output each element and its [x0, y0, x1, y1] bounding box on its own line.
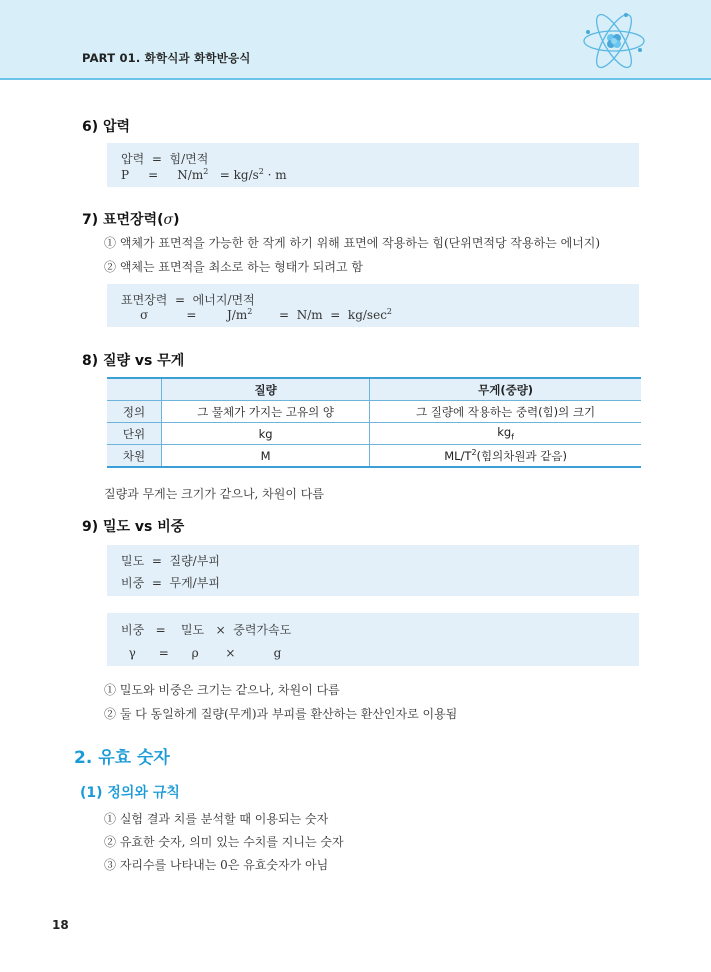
section-2-heading: 2. 유효 숫자 [74, 748, 170, 768]
table-row [107, 423, 641, 445]
row-label: 정의 [107, 401, 162, 423]
list-item: ① 밀도와 비중은 크기는 같으나, 차원이 다름 [104, 683, 340, 697]
mass-weight-table [107, 377, 641, 468]
weight-unit: kg [497, 425, 512, 440]
table-row [107, 401, 641, 423]
table-header-cell [107, 378, 162, 401]
pressure-line-1: 압력 = 힘/면적 [121, 152, 209, 166]
chapter-title: PART 01. 화학식과 화학반응식 [82, 51, 251, 65]
weight-dimension-sup: 2 [471, 447, 477, 457]
section-7-heading-close: ) [173, 212, 180, 228]
pressure-formula-box [107, 143, 639, 187]
density-formula-box [107, 545, 639, 596]
table-row [107, 445, 641, 468]
mass-weight-note: 질량과 무게는 크기가 같으나, 차원이 다름 [104, 487, 324, 501]
list-item: ① 실험 결과 치를 분석할 때 이용되는 숫자 [104, 812, 329, 826]
pressure-sup-a: 2 [203, 167, 209, 176]
mass-cell: 그 물체가 가지는 고유의 양 [162, 401, 370, 423]
weight-cell [370, 423, 641, 445]
surface-tension-sup-b: 2 [386, 307, 393, 316]
mass-cell: kg [162, 423, 370, 445]
list-item: ② 둘 다 동일하게 질량(무게)과 부피를 환산하는 환산인자로 이용됨 [104, 707, 458, 721]
surface-tension-units-a: σ = J/m [121, 308, 248, 322]
section-6-heading: 6) 압력 [82, 119, 131, 135]
pressure-units-c: · m [263, 168, 287, 182]
section-2-subheading: (1) 정의와 규칙 [80, 785, 180, 801]
row-label: 차원 [107, 445, 162, 468]
weight-dimension: ML/T [444, 448, 472, 463]
specific-gravity-formula-line-1: 비중 = 밀도 × 중력가속도 [121, 623, 292, 637]
density-line: 밀도 = 질량/부피 [121, 554, 220, 568]
pressure-sup-b: 2 [258, 167, 264, 176]
surface-tension-sup-a: 2 [247, 307, 253, 316]
specific-gravity-formula-box [107, 613, 639, 666]
table-header-cell: 무게(중량) [370, 378, 641, 401]
list-item: ① 액체가 표면적을 가능한 한 작게 하기 위해 표면에 작용하는 힘(단위면적당 작용하는 에너지) [104, 236, 601, 250]
mass-cell: M [162, 445, 370, 468]
page-header [0, 0, 711, 80]
section-7-heading [82, 209, 179, 229]
table-header-cell: 질량 [162, 378, 370, 401]
surface-tension-units-b: = N/m = kg/sec [252, 308, 387, 322]
table-header-row [107, 378, 641, 401]
weight-unit-sub: f [511, 432, 514, 442]
sigma-symbol: σ [163, 212, 174, 228]
pressure-line-2 [121, 167, 287, 182]
section-7-heading-text: 7) 표면장력( [82, 212, 164, 228]
weight-dimension-note: (힘의차원과 같음) [476, 448, 567, 463]
section-8-heading: 8) 질량 vs 무게 [82, 353, 185, 369]
pressure-units-a: P = N/m [121, 168, 204, 182]
list-item: ② 유효한 숫자, 의미 있는 수치를 지니는 숫자 [104, 835, 344, 849]
weight-cell [370, 445, 641, 468]
pressure-units-b: = kg/s [208, 168, 259, 182]
surface-tension-line-1: 표면장력 = 에너지/면적 [121, 293, 255, 307]
list-item: ③ 자리수를 나타내는 0은 유효숫자가 아님 [104, 858, 329, 872]
surface-tension-line-2 [121, 307, 392, 322]
list-item: ② 액체는 표면적을 최소로 하는 형태가 되려고 함 [104, 260, 363, 274]
atom-icon [578, 8, 650, 74]
weight-cell: 그 질량에 작용하는 중력(힘)의 크기 [370, 401, 641, 423]
section-9-heading: 9) 밀도 vs 비중 [82, 519, 185, 535]
page-number: 18 [52, 918, 69, 932]
specific-gravity-line: 비중 = 무게/부피 [121, 576, 220, 590]
surface-tension-formula-box [107, 284, 639, 327]
row-label: 단위 [107, 423, 162, 445]
specific-gravity-formula-line-2: γ = ρ × g [121, 646, 282, 660]
